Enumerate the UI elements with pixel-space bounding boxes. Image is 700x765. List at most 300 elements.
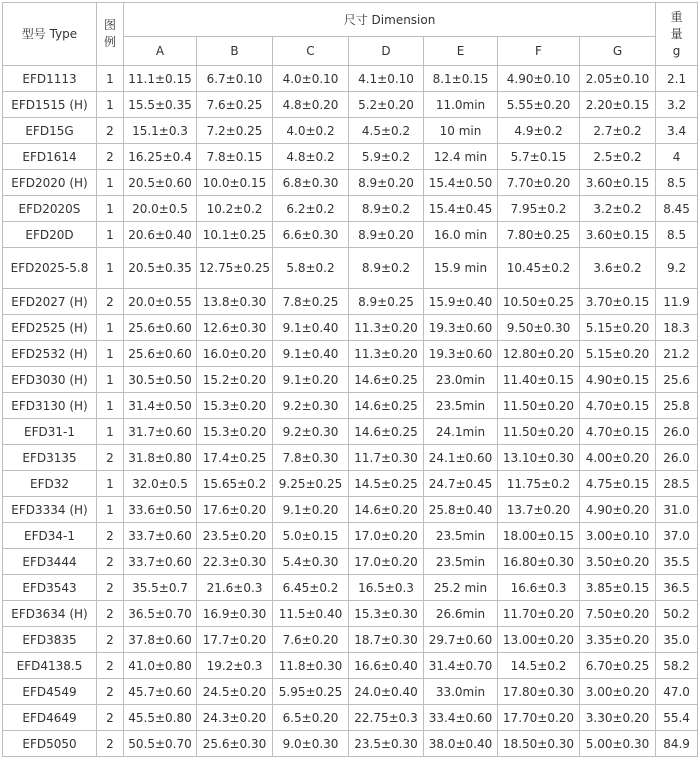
cell-dim-f: 10.45±0.2 — [498, 248, 580, 289]
cell-weight: 8.5 — [656, 170, 698, 196]
table-row — [3, 627, 698, 653]
cell-model: EFD3444 — [3, 549, 97, 575]
cell-figure: 1 — [97, 471, 124, 497]
cell-dim-e: 25.8±0.40 — [424, 497, 498, 523]
table-row — [3, 653, 698, 679]
cell-weight: 47.0 — [656, 679, 698, 705]
table-row — [3, 66, 698, 92]
cell-weight: 36.5 — [656, 575, 698, 601]
cell-weight: 35.0 — [656, 627, 698, 653]
cell-dim-d: 8.9±0.20 — [349, 222, 424, 248]
cell-dim-d: 17.0±0.20 — [349, 549, 424, 575]
cell-dim-c: 6.6±0.30 — [273, 222, 349, 248]
header-dimension: 尺寸 Dimension — [124, 3, 656, 37]
cell-dim-e: 23.5min — [424, 549, 498, 575]
header-col-a: A — [124, 37, 197, 66]
cell-model: EFD3543 — [3, 575, 97, 601]
table-header — [3, 3, 698, 66]
cell-dim-c: 9.2±0.30 — [273, 393, 349, 419]
table-row — [3, 393, 698, 419]
table-row — [3, 196, 698, 222]
cell-dim-e: 24.7±0.45 — [424, 471, 498, 497]
cell-model: EFD3135 — [3, 445, 97, 471]
cell-dim-g: 5.15±0.20 — [580, 315, 656, 341]
cell-dim-f: 5.55±0.20 — [498, 92, 580, 118]
cell-dim-g: 2.05±0.10 — [580, 66, 656, 92]
cell-dim-d: 18.7±0.30 — [349, 627, 424, 653]
table-row — [3, 471, 698, 497]
cell-dim-b: 15.3±0.20 — [197, 393, 273, 419]
cell-dim-d: 8.9±0.20 — [349, 170, 424, 196]
cell-dim-a: 30.5±0.50 — [124, 367, 197, 393]
cell-dim-c: 6.45±0.2 — [273, 575, 349, 601]
cell-weight: 2.1 — [656, 66, 698, 92]
cell-figure: 1 — [97, 92, 124, 118]
cell-dim-d: 14.6±0.25 — [349, 393, 424, 419]
cell-model: EFD2020 (H) — [3, 170, 97, 196]
cell-dim-a: 20.0±0.5 — [124, 196, 197, 222]
cell-dim-b: 12.75±0.25 — [197, 248, 273, 289]
cell-dim-g: 3.70±0.15 — [580, 289, 656, 315]
cell-dim-f: 7.80±0.25 — [498, 222, 580, 248]
cell-dim-e: 12.4 min — [424, 144, 498, 170]
cell-dim-b: 15.3±0.20 — [197, 419, 273, 445]
cell-dim-b: 19.2±0.3 — [197, 653, 273, 679]
cell-dim-b: 17.6±0.20 — [197, 497, 273, 523]
cell-dim-b: 10.0±0.15 — [197, 170, 273, 196]
cell-dim-b: 6.7±0.10 — [197, 66, 273, 92]
cell-figure: 1 — [97, 315, 124, 341]
cell-dim-e: 15.4±0.45 — [424, 196, 498, 222]
cell-dim-f: 5.7±0.15 — [498, 144, 580, 170]
cell-dim-a: 41.0±0.80 — [124, 653, 197, 679]
cell-dim-e: 19.3±0.60 — [424, 315, 498, 341]
cell-dim-g: 7.50±0.20 — [580, 601, 656, 627]
cell-figure: 2 — [97, 118, 124, 144]
cell-dim-c: 5.8±0.2 — [273, 248, 349, 289]
cell-dim-e: 26.6min — [424, 601, 498, 627]
cell-model: EFD2025-5.8 — [3, 248, 97, 289]
cell-weight: 25.6 — [656, 367, 698, 393]
cell-dim-b: 24.3±0.20 — [197, 705, 273, 731]
table-row — [3, 118, 698, 144]
cell-model: EFD4549 — [3, 679, 97, 705]
cell-figure: 1 — [97, 170, 124, 196]
cell-dim-d: 24.0±0.40 — [349, 679, 424, 705]
cell-dim-f: 7.70±0.20 — [498, 170, 580, 196]
cell-dim-b: 25.6±0.30 — [197, 731, 273, 757]
cell-figure: 2 — [97, 679, 124, 705]
cell-dim-g: 5.00±0.30 — [580, 731, 656, 757]
header-col-f: F — [498, 37, 580, 66]
cell-figure: 1 — [97, 341, 124, 367]
cell-weight: 26.0 — [656, 445, 698, 471]
cell-figure: 2 — [97, 445, 124, 471]
cell-dim-g: 3.6±0.2 — [580, 248, 656, 289]
cell-dim-f: 16.80±0.30 — [498, 549, 580, 575]
cell-model: EFD32 — [3, 471, 97, 497]
cell-dim-e: 23.5min — [424, 393, 498, 419]
cell-dim-g: 4.90±0.20 — [580, 497, 656, 523]
cell-model: EFD3334 (H) — [3, 497, 97, 523]
cell-dim-f: 14.5±0.2 — [498, 653, 580, 679]
cell-dim-d: 4.1±0.10 — [349, 66, 424, 92]
cell-dim-e: 29.7±0.60 — [424, 627, 498, 653]
cell-dim-d: 14.6±0.25 — [349, 367, 424, 393]
cell-model: EFD4649 — [3, 705, 97, 731]
cell-dim-a: 37.8±0.60 — [124, 627, 197, 653]
table-row — [3, 341, 698, 367]
cell-dim-g: 3.60±0.15 — [580, 170, 656, 196]
cell-weight: 50.2 — [656, 601, 698, 627]
cell-dim-f: 4.90±0.10 — [498, 66, 580, 92]
cell-weight: 26.0 — [656, 419, 698, 445]
cell-dim-g: 3.2±0.2 — [580, 196, 656, 222]
cell-dim-c: 9.1±0.40 — [273, 341, 349, 367]
table-body — [3, 66, 698, 757]
cell-dim-a: 16.25±0.4 — [124, 144, 197, 170]
cell-dim-a: 35.5±0.7 — [124, 575, 197, 601]
cell-dim-d: 14.6±0.25 — [349, 419, 424, 445]
cell-figure: 2 — [97, 601, 124, 627]
cell-dim-a: 20.5±0.35 — [124, 248, 197, 289]
cell-model: EFD1614 — [3, 144, 97, 170]
cell-dim-e: 25.2 min — [424, 575, 498, 601]
header-weight: 重 量 g — [656, 3, 698, 66]
cell-dim-c: 6.2±0.2 — [273, 196, 349, 222]
cell-weight: 4 — [656, 144, 698, 170]
table-row — [3, 144, 698, 170]
cell-figure: 1 — [97, 222, 124, 248]
cell-dim-b: 17.7±0.20 — [197, 627, 273, 653]
cell-model: EFD3634 (H) — [3, 601, 97, 627]
cell-dim-d: 8.9±0.25 — [349, 289, 424, 315]
table-row — [3, 705, 698, 731]
cell-figure: 2 — [97, 575, 124, 601]
cell-weight: 55.4 — [656, 705, 698, 731]
cell-dim-b: 21.6±0.3 — [197, 575, 273, 601]
cell-dim-b: 23.5±0.20 — [197, 523, 273, 549]
cell-dim-b: 16.9±0.30 — [197, 601, 273, 627]
cell-weight: 31.0 — [656, 497, 698, 523]
cell-model: EFD3835 — [3, 627, 97, 653]
cell-figure: 2 — [97, 144, 124, 170]
cell-dim-a: 20.5±0.60 — [124, 170, 197, 196]
cell-weight: 3.4 — [656, 118, 698, 144]
cell-weight: 18.3 — [656, 315, 698, 341]
cell-dim-e: 8.1±0.15 — [424, 66, 498, 92]
cell-dim-d: 11.7±0.30 — [349, 445, 424, 471]
cell-dim-f: 16.6±0.3 — [498, 575, 580, 601]
cell-dim-b: 22.3±0.30 — [197, 549, 273, 575]
cell-dim-g: 4.75±0.15 — [580, 471, 656, 497]
cell-dim-d: 14.5±0.25 — [349, 471, 424, 497]
cell-dim-e: 24.1min — [424, 419, 498, 445]
cell-dim-a: 33.6±0.50 — [124, 497, 197, 523]
table-row — [3, 248, 698, 289]
table-row — [3, 497, 698, 523]
cell-weight: 28.5 — [656, 471, 698, 497]
cell-dim-e: 33.0min — [424, 679, 498, 705]
cell-model: EFD15G — [3, 118, 97, 144]
cell-model: EFD2532 (H) — [3, 341, 97, 367]
cell-dim-b: 7.2±0.25 — [197, 118, 273, 144]
cell-dim-b: 17.4±0.25 — [197, 445, 273, 471]
table-row — [3, 419, 698, 445]
cell-dim-f: 18.50±0.30 — [498, 731, 580, 757]
table-row — [3, 222, 698, 248]
cell-dim-e: 23.0min — [424, 367, 498, 393]
cell-dim-c: 5.95±0.25 — [273, 679, 349, 705]
cell-model: EFD4138.5 — [3, 653, 97, 679]
efd-core-spec-table — [2, 2, 698, 757]
cell-dim-g: 4.00±0.20 — [580, 445, 656, 471]
cell-dim-f: 12.80±0.20 — [498, 341, 580, 367]
cell-dim-a: 25.6±0.60 — [124, 341, 197, 367]
cell-dim-c: 7.8±0.30 — [273, 445, 349, 471]
cell-dim-c: 9.1±0.20 — [273, 367, 349, 393]
cell-dim-d: 16.5±0.3 — [349, 575, 424, 601]
cell-dim-a: 50.5±0.70 — [124, 731, 197, 757]
cell-dim-d: 5.9±0.2 — [349, 144, 424, 170]
cell-dim-a: 11.1±0.15 — [124, 66, 197, 92]
table-row — [3, 601, 698, 627]
cell-dim-e: 31.4±0.70 — [424, 653, 498, 679]
cell-weight: 37.0 — [656, 523, 698, 549]
header-col-c: C — [273, 37, 349, 66]
cell-dim-d: 23.5±0.30 — [349, 731, 424, 757]
cell-dim-b: 12.6±0.30 — [197, 315, 273, 341]
cell-dim-f: 17.80±0.30 — [498, 679, 580, 705]
cell-dim-g: 2.20±0.15 — [580, 92, 656, 118]
table-row — [3, 92, 698, 118]
table-row — [3, 731, 698, 757]
cell-dim-g: 3.00±0.20 — [580, 679, 656, 705]
cell-dim-d: 8.9±0.2 — [349, 196, 424, 222]
cell-dim-c: 5.0±0.15 — [273, 523, 349, 549]
cell-figure: 1 — [97, 196, 124, 222]
cell-dim-a: 31.8±0.80 — [124, 445, 197, 471]
table-row — [3, 575, 698, 601]
cell-figure: 2 — [97, 523, 124, 549]
cell-model: EFD3030 (H) — [3, 367, 97, 393]
table-row — [3, 315, 698, 341]
cell-weight: 3.2 — [656, 92, 698, 118]
cell-dim-c: 4.8±0.20 — [273, 92, 349, 118]
cell-dim-f: 13.00±0.20 — [498, 627, 580, 653]
cell-dim-b: 15.2±0.20 — [197, 367, 273, 393]
cell-dim-f: 11.75±0.2 — [498, 471, 580, 497]
cell-dim-a: 25.6±0.60 — [124, 315, 197, 341]
cell-model: EFD31-1 — [3, 419, 97, 445]
cell-figure: 1 — [97, 66, 124, 92]
cell-figure: 2 — [97, 289, 124, 315]
cell-figure: 2 — [97, 627, 124, 653]
cell-dim-b: 16.0±0.20 — [197, 341, 273, 367]
cell-dim-d: 14.6±0.20 — [349, 497, 424, 523]
table-row — [3, 679, 698, 705]
cell-dim-c: 7.8±0.25 — [273, 289, 349, 315]
cell-dim-f: 17.70±0.20 — [498, 705, 580, 731]
header-model: 型号 Type — [3, 3, 97, 66]
cell-dim-c: 11.5±0.40 — [273, 601, 349, 627]
header-col-e: E — [424, 37, 498, 66]
cell-figure: 1 — [97, 367, 124, 393]
cell-dim-b: 24.5±0.20 — [197, 679, 273, 705]
cell-dim-d: 15.3±0.30 — [349, 601, 424, 627]
cell-dim-c: 9.0±0.30 — [273, 731, 349, 757]
cell-dim-d: 16.6±0.40 — [349, 653, 424, 679]
cell-dim-b: 15.65±0.2 — [197, 471, 273, 497]
cell-dim-e: 19.3±0.60 — [424, 341, 498, 367]
cell-dim-e: 16.0 min — [424, 222, 498, 248]
header-col-b: B — [197, 37, 273, 66]
cell-figure: 2 — [97, 549, 124, 575]
cell-dim-g: 3.50±0.20 — [580, 549, 656, 575]
cell-dim-c: 5.4±0.30 — [273, 549, 349, 575]
cell-model: EFD20D — [3, 222, 97, 248]
cell-weight: 84.9 — [656, 731, 698, 757]
cell-dim-c: 4.8±0.2 — [273, 144, 349, 170]
cell-dim-e: 15.4±0.50 — [424, 170, 498, 196]
cell-dim-d: 17.0±0.20 — [349, 523, 424, 549]
table-row — [3, 445, 698, 471]
table-row — [3, 289, 698, 315]
cell-dim-f: 7.95±0.2 — [498, 196, 580, 222]
cell-model: EFD1515 (H) — [3, 92, 97, 118]
cell-figure: 2 — [97, 653, 124, 679]
cell-dim-b: 13.8±0.30 — [197, 289, 273, 315]
cell-dim-g: 3.85±0.15 — [580, 575, 656, 601]
cell-figure: 1 — [97, 419, 124, 445]
cell-figure: 2 — [97, 705, 124, 731]
cell-dim-f: 13.10±0.30 — [498, 445, 580, 471]
cell-dim-f: 11.70±0.20 — [498, 601, 580, 627]
header-col-d: D — [349, 37, 424, 66]
cell-dim-g: 2.7±0.2 — [580, 118, 656, 144]
cell-dim-g: 3.60±0.15 — [580, 222, 656, 248]
cell-figure: 1 — [97, 497, 124, 523]
table-row — [3, 367, 698, 393]
cell-model: EFD3130 (H) — [3, 393, 97, 419]
cell-dim-d: 11.3±0.20 — [349, 315, 424, 341]
cell-dim-a: 20.6±0.40 — [124, 222, 197, 248]
cell-dim-a: 32.0±0.5 — [124, 471, 197, 497]
cell-dim-a: 31.7±0.60 — [124, 419, 197, 445]
cell-figure: 1 — [97, 393, 124, 419]
cell-dim-c: 7.6±0.20 — [273, 627, 349, 653]
cell-dim-d: 5.2±0.20 — [349, 92, 424, 118]
table-row — [3, 170, 698, 196]
cell-dim-g: 6.70±0.25 — [580, 653, 656, 679]
cell-dim-g: 2.5±0.2 — [580, 144, 656, 170]
cell-dim-g: 3.00±0.10 — [580, 523, 656, 549]
cell-dim-c: 4.0±0.10 — [273, 66, 349, 92]
table-row — [3, 523, 698, 549]
cell-dim-a: 45.5±0.80 — [124, 705, 197, 731]
cell-dim-c: 11.8±0.30 — [273, 653, 349, 679]
cell-dim-c: 6.5±0.20 — [273, 705, 349, 731]
cell-dim-g: 3.30±0.20 — [580, 705, 656, 731]
cell-dim-f: 9.50±0.30 — [498, 315, 580, 341]
cell-dim-a: 15.5±0.35 — [124, 92, 197, 118]
cell-dim-e: 38.0±0.40 — [424, 731, 498, 757]
cell-dim-e: 23.5min — [424, 523, 498, 549]
cell-weight: 9.2 — [656, 248, 698, 289]
cell-model: EFD5050 — [3, 731, 97, 757]
cell-weight: 25.8 — [656, 393, 698, 419]
cell-dim-c: 9.1±0.20 — [273, 497, 349, 523]
cell-dim-c: 6.8±0.30 — [273, 170, 349, 196]
cell-dim-a: 45.7±0.60 — [124, 679, 197, 705]
cell-dim-g: 4.70±0.15 — [580, 419, 656, 445]
cell-dim-a: 33.7±0.60 — [124, 549, 197, 575]
cell-dim-e: 33.4±0.60 — [424, 705, 498, 731]
cell-dim-a: 31.4±0.50 — [124, 393, 197, 419]
cell-weight: 8.45 — [656, 196, 698, 222]
cell-dim-g: 4.90±0.15 — [580, 367, 656, 393]
cell-dim-b: 7.8±0.15 — [197, 144, 273, 170]
cell-dim-f: 18.00±0.15 — [498, 523, 580, 549]
cell-dim-a: 20.0±0.55 — [124, 289, 197, 315]
cell-dim-e: 15.9 min — [424, 248, 498, 289]
cell-dim-d: 22.75±0.3 — [349, 705, 424, 731]
cell-weight: 35.5 — [656, 549, 698, 575]
cell-figure: 2 — [97, 731, 124, 757]
header-col-g: G — [580, 37, 656, 66]
cell-dim-a: 15.1±0.3 — [124, 118, 197, 144]
cell-dim-e: 10 min — [424, 118, 498, 144]
cell-dim-e: 24.1±0.60 — [424, 445, 498, 471]
cell-dim-b: 10.2±0.2 — [197, 196, 273, 222]
cell-dim-d: 4.5±0.2 — [349, 118, 424, 144]
cell-model: EFD2525 (H) — [3, 315, 97, 341]
cell-weight: 8.5 — [656, 222, 698, 248]
cell-dim-d: 11.3±0.20 — [349, 341, 424, 367]
cell-model: EFD34-1 — [3, 523, 97, 549]
cell-dim-c: 4.0±0.2 — [273, 118, 349, 144]
cell-weight: 58.2 — [656, 653, 698, 679]
cell-dim-f: 11.50±0.20 — [498, 393, 580, 419]
cell-dim-a: 36.5±0.70 — [124, 601, 197, 627]
cell-dim-f: 13.7±0.20 — [498, 497, 580, 523]
cell-dim-g: 3.35±0.20 — [580, 627, 656, 653]
cell-dim-b: 7.6±0.25 — [197, 92, 273, 118]
cell-dim-f: 4.9±0.2 — [498, 118, 580, 144]
cell-model: EFD2020S — [3, 196, 97, 222]
cell-dim-g: 4.70±0.15 — [580, 393, 656, 419]
cell-model: EFD2027 (H) — [3, 289, 97, 315]
cell-dim-c: 9.25±0.25 — [273, 471, 349, 497]
cell-dim-b: 10.1±0.25 — [197, 222, 273, 248]
cell-dim-e: 11.0min — [424, 92, 498, 118]
cell-weight: 11.9 — [656, 289, 698, 315]
cell-dim-d: 8.9±0.2 — [349, 248, 424, 289]
cell-dim-f: 11.40±0.15 — [498, 367, 580, 393]
cell-dim-c: 9.2±0.30 — [273, 419, 349, 445]
cell-dim-g: 5.15±0.20 — [580, 341, 656, 367]
cell-figure: 1 — [97, 248, 124, 289]
cell-dim-f: 10.50±0.25 — [498, 289, 580, 315]
cell-model: EFD1113 — [3, 66, 97, 92]
header-figure: 图 例 — [97, 3, 124, 66]
cell-dim-e: 15.9±0.40 — [424, 289, 498, 315]
cell-dim-c: 9.1±0.40 — [273, 315, 349, 341]
table-row — [3, 549, 698, 575]
cell-dim-f: 11.50±0.20 — [498, 419, 580, 445]
cell-dim-a: 33.7±0.60 — [124, 523, 197, 549]
cell-weight: 21.2 — [656, 341, 698, 367]
